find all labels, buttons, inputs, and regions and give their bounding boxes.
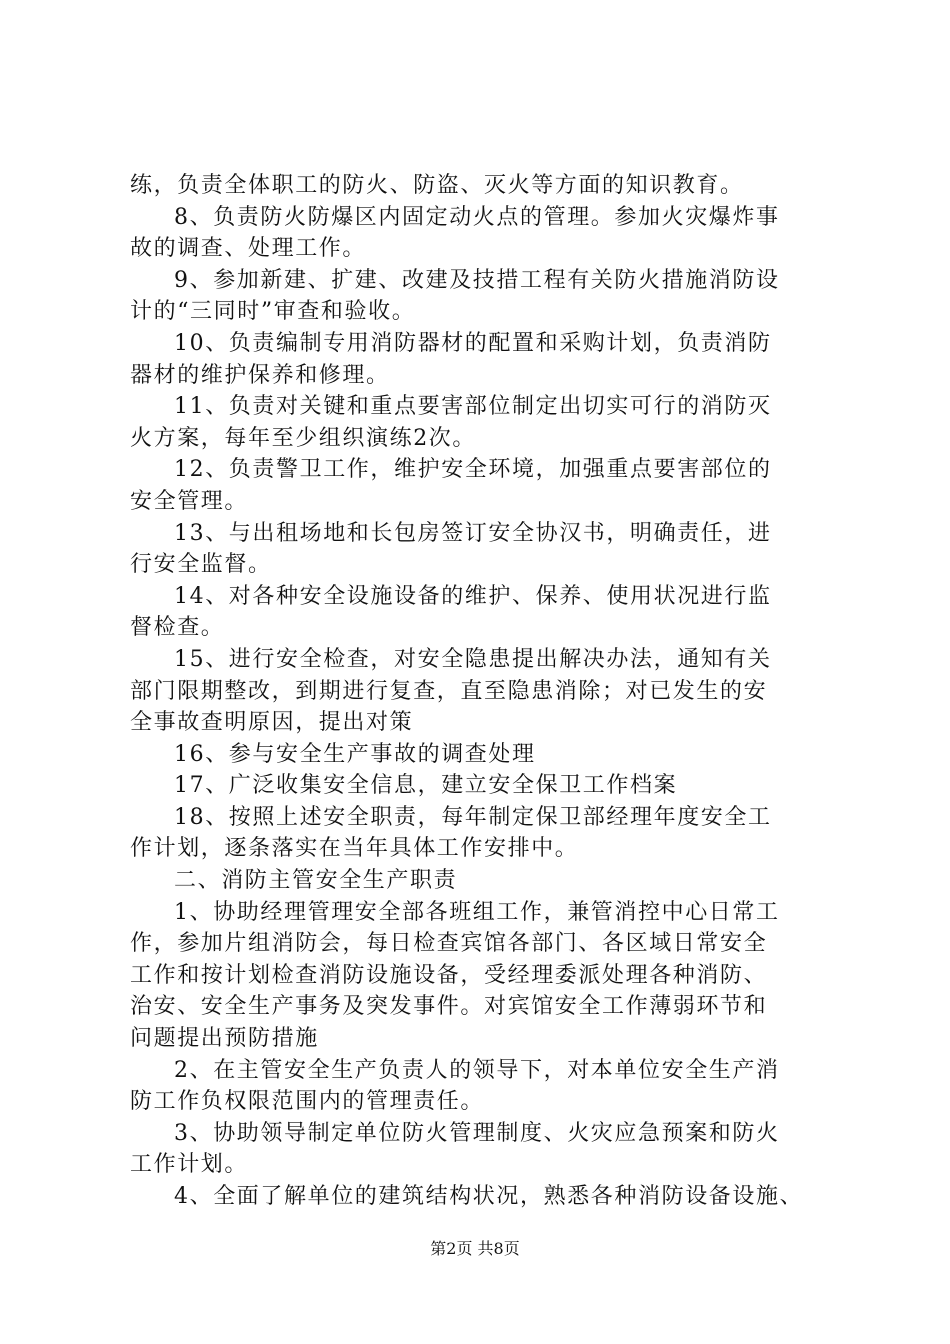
text-line: 17、广泛收集安全信息，建立安全保卫工作档案: [174, 773, 678, 799]
page-number-footer: 第2页 共8页: [430, 1239, 520, 1258]
text-line: 15、进行安全检查，对安全隐患提出解决办法，通知有关: [174, 646, 772, 672]
text-line: 3、协助领导制定单位防火管理制度、火灾应急预案和防火: [174, 1120, 780, 1146]
section-heading: 二、消防主管安全生产职责: [174, 868, 458, 894]
text-line: 12、负责警卫工作，维护安全环境，加强重点要害部位的: [174, 457, 772, 483]
text-line: 14、对各种安全设施设备的维护、保养、使用状况进行监: [174, 583, 772, 609]
text-line: 4、全面了解单位的建筑结构状况，熟悉各种消防设备设施、: [174, 1184, 804, 1209]
text-line: 器材的维护保养和修理。: [130, 362, 390, 388]
text-line: 督检查。: [130, 615, 225, 641]
document-body: [130, 170, 835, 1213]
text-line: 工作和按计划检查消防设施设备，受经理委派处理各种消防、: [130, 962, 768, 988]
text-line: 问题提出预防措施: [130, 1026, 319, 1052]
text-line: 部门限期整改，到期进行复查，直至隐患消除；对已发生的安: [130, 678, 768, 704]
text-line: 火方案，每年至少组织演练2次。: [130, 425, 476, 451]
text-line: 10、负责编制专用消防器材的配置和采购计划，负责消防: [174, 330, 772, 356]
text-line: 行安全监督。: [130, 552, 272, 578]
text-line: 11、负责对关键和重点要害部位制定出切实可行的消防灭: [174, 394, 772, 420]
text-line: 13、与出租场地和长包房签订安全协汉书，明确责任，进: [174, 520, 772, 546]
text-line: 计的“三同时”审查和验收。: [130, 299, 416, 325]
text-line: 工作计划。: [130, 1152, 249, 1178]
text-line: 全事故查明原因，提出对策: [130, 710, 414, 736]
text-line: 2、在主管安全生产负责人的领导下，对本单位安全生产消: [174, 1057, 780, 1083]
text-line: 练，负责全体职工的防火、防盗、灭火等方面的知识教育。: [130, 173, 744, 198]
text-line: 作计划，逐条落实在当年具体工作安排中。: [130, 836, 579, 862]
text-line: 作，参加片组消防会，每日检查宾馆各部门、各区域日常安全: [130, 931, 768, 957]
text-line: 治安、安全生产事务及突发事件。对宾馆安全工作薄弱环节和: [130, 994, 768, 1020]
text-line: 18、按照上述安全职责，每年制定保卫部经理年度安全工: [174, 804, 772, 830]
text-line: 防工作负权限范围内的管理责任。: [130, 1089, 485, 1115]
text-line: 安全管理。: [130, 488, 249, 514]
text-line: 16、参与安全生产事故的调查处理: [174, 741, 536, 767]
text-line: 9、参加新建、扩建、改建及技措工程有关防火措施消防设: [174, 267, 780, 293]
text-line: 1、协助经理管理安全部各班组工作，兼管消控中心日常工: [174, 899, 780, 925]
text-line: 故的调查、处理工作。: [130, 236, 367, 262]
text-line: 8、负责防火防爆区内固定动火点的管理。参加火灾爆炸事: [174, 204, 780, 230]
